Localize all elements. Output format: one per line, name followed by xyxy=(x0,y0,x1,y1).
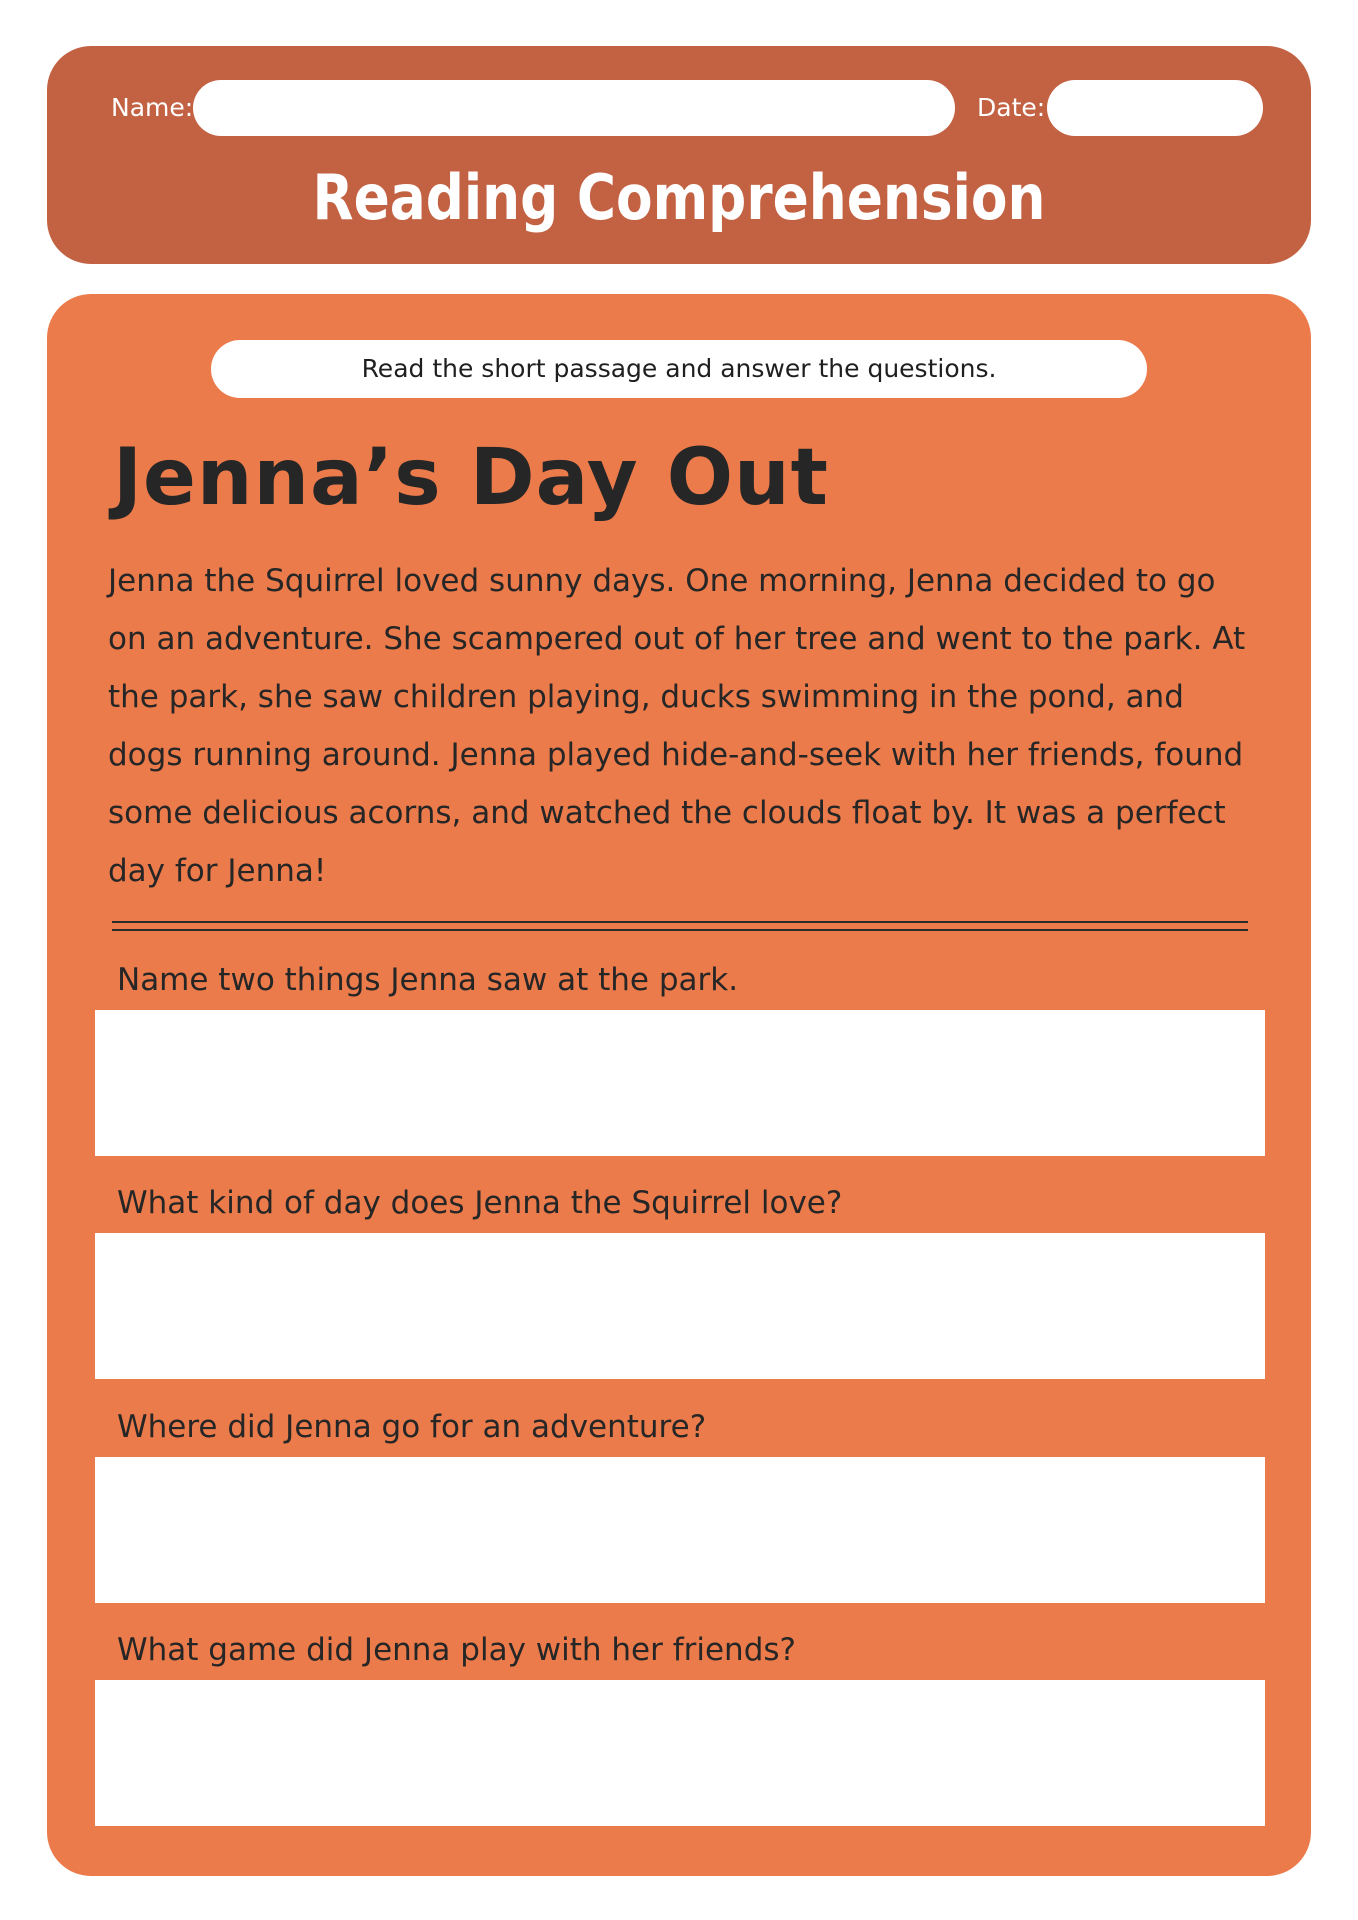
answer-box-3[interactable] xyxy=(95,1457,1265,1603)
passage-text: Jenna the Squirrel loved sunny days. One morning, Jenna decided to go on an adventure. She scampered out of her tree and went to the park. At the park, she saw children playing, ducks swimming in the pond, and dogs running around. Jenna played hide-and-seek with her friends, found some delicious acorns, and watched the clouds float by. It was a perfect day for Jenna! xyxy=(108,563,1246,889)
passage-title: Jenna’s Day Out xyxy=(113,433,829,523)
date-field[interactable] xyxy=(1047,80,1263,136)
question-1: Name two things Jenna saw at the park. xyxy=(117,962,739,998)
instruction-banner: Read the short passage and answer the questions. xyxy=(211,340,1147,398)
question-3: Where did Jenna go for an adventure? xyxy=(117,1409,707,1445)
double-divider xyxy=(112,921,1248,931)
name-field[interactable] xyxy=(193,80,955,136)
answer-box-4[interactable] xyxy=(95,1680,1265,1826)
worksheet-header xyxy=(47,46,1311,264)
answer-box-1[interactable] xyxy=(95,1010,1265,1156)
question-2: What kind of day does Jenna the Squirrel love? xyxy=(117,1185,843,1221)
answer-box-2[interactable] xyxy=(95,1233,1265,1379)
name-label: Name: xyxy=(111,93,194,122)
question-4: What game did Jenna play with her friends? xyxy=(117,1632,796,1668)
worksheet-panel xyxy=(47,294,1311,1876)
worksheet-title: Reading Comprehension xyxy=(312,161,1046,234)
date-label: Date: xyxy=(977,93,1046,122)
